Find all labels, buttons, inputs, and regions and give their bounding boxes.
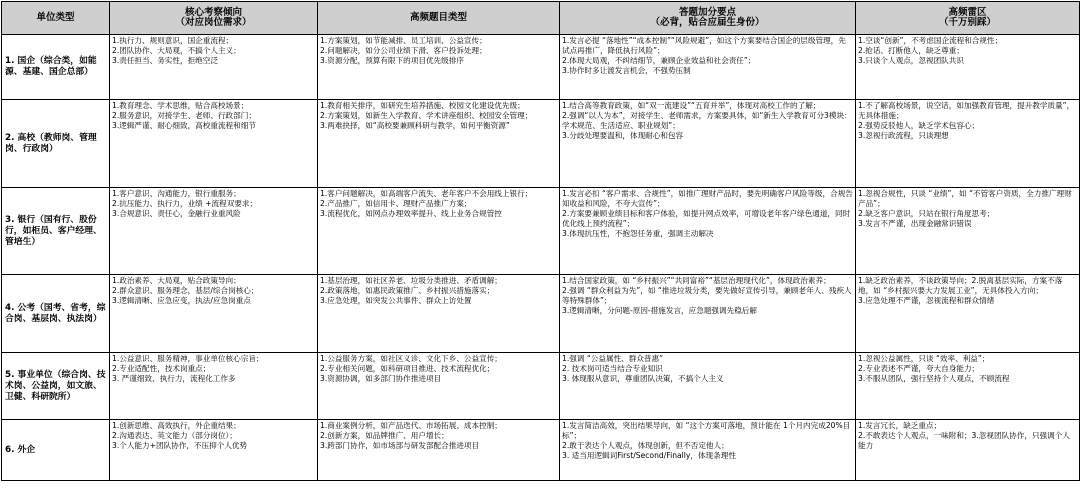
question-types-cell: 1.基层治理，如社区养老、垃圾分类推进、矛盾调解； 2.政策落地，如惠民政策推广、乡村振兴措施落实； 3.应急处理，如突发公共事件、群众上访处置 <box>318 275 560 353</box>
bonus-tips-cell: 1.发言必提 “落地性”“成本控制”“风险规避”，如这个方案要结合国企的层级管理，先试点再推广，降低执行风险”； 2.体现大局观，不纠结细节，兼顾企业效益和社会责任”； 3.协作时多让渡发言机会，不强势压制 <box>560 35 856 100</box>
table-row <box>2 35 1080 100</box>
table-row <box>2 275 1080 353</box>
unit-type-cell: 3. 银行（国有行、股份行，如柜员、客户经理、管培生） <box>2 188 110 275</box>
risks-cell: 1.缺乏政治素养，不谈政策导向；2.脱离基层实际，方案不落地，如 “乡村振兴要大力发展工业”，无具体投入方向； 3.应急处理不严谨，忽视流程和群众情绪 <box>856 275 1080 353</box>
question-types-cell: 1.教育相关排序，如研究生培养措施、校园文化建设优先级； 2.方案策划，如新生入学教育、学术讲座组织、校园安全管理； 3.两难抉择，如“高校要兼顾科研与教学，如何平衡资源” <box>318 100 560 188</box>
bonus-tips-cell: 1.强调 “公益属性、群众普惠” 2. 技术岗可适当结合专业知识 3. 体现服从意识，尊重团队决策，不搞个人主义 <box>560 353 856 420</box>
bonus-tips-cell: 1.发言必扣 “客户需求、合规性”，如推广理财产品时，要先明确客户风险等级，合规告知收益和风险，不夸大宣传”； 2.方案要兼顾业绩目标和客户体验，如提升网点效率，可增设老年客户绿色通道，同时优化线上预约流程”； 3.体现抗压性，不抱怨任务重，强调主动解决 <box>560 188 856 275</box>
header-row <box>2 2 1080 35</box>
risks-cell: 1.忽视公益属性，只谈 “效率、利益”； 2.专业表述不严谨，夸大自身能力； 3.不服从团队，强行坚持个人观点，不顾流程 <box>856 353 1080 420</box>
header-unit-type: 单位类型 <box>2 2 110 35</box>
risks-cell: 1.发言冗长，缺乏重点； 2.不敢表达个人观点，一味附和；3.忽视团队协作，只强调个人能力 <box>856 420 1080 481</box>
question-types-cell: 1.方案策划，如节能减排、员工培训、公益宣传； 2.问题解决，如分公司业绩下滑、客户投诉处理； 3.资源分配，预算有限下的项目优先级排序 <box>318 35 560 100</box>
question-types-cell: 1.客户问题解决，如高端客户流失、老年客户不会用线上银行； 2.产品推广，如信用卡、理财产品推广方案； 3.流程优化，如网点办理效率提升、线上业务合规管控 <box>318 188 560 275</box>
core-focus-cell: 1.教育理念、学术思维，贴合高校场景； 2.服务意识，对接学生、老师、行政部门； 3.逻辑严谨、耐心细致，高校重流程和细节 <box>110 100 318 188</box>
core-focus-cell: 1.客户意识、沟通能力，银行重服务； 2.抗压能力、执行力，业绩 +流程双要求； 3.合规意识、责任心，金融行业重风险 <box>110 188 318 275</box>
header-risks: 高频雷区 （千万别踩） <box>856 2 1080 35</box>
unit-type-cell: 6. 外企 <box>2 420 110 481</box>
bonus-tips-cell: 1.结合高等教育政策，如“双一流建设”“五育并举”，体现对高校工作的了解； 2.强调“以人为本”，对接学生、老师需求，方案要具体，如“新生入学教育可分3模块：学术规范、生活适应、职业规划”； 3.分歧处理要温和，体现耐心和包容 <box>560 100 856 188</box>
bonus-tips-cell: 1.发言简洁高效，突出结果导向，如 “这个方案可落地，预计能在 1个月内完成20%目标”； 2.敢于表达个人观点，体现创新，但不否定他人； 3. 适当用逻辑词First/Second/Finally，体现条理性 <box>560 420 856 481</box>
question-types-cell: 1.公益服务方案，如社区义诊、文化下乡、公益宣传； 2.专业相关问题，如科研项目推进、技术流程优化； 3.资源协调，如多部门协作推进项目 <box>318 353 560 420</box>
risks-cell: 1.不了解高校场景，说空话，如加强教育管理，提升教学质量”，无具体措施； 2.强势反驳他人，缺乏学术包容心； 3.忽视行政流程，只谈理想 <box>856 100 1080 188</box>
unit-type-cell: 1. 国企（综合类，如能源、基建、国企总部） <box>2 35 110 100</box>
table-row <box>2 188 1080 275</box>
table-row <box>2 420 1080 481</box>
unit-type-cell: 4. 公考（国考、省考，综合岗、基层岗、执法岗） <box>2 275 110 353</box>
header-core-focus: 核心考察倾向 （对应岗位需求） <box>110 2 318 35</box>
bonus-tips-cell: 1.结合国家政策，如 “乡村振兴”“共同富裕”“基层治理现代化”，体现政治素养； 2.强调 “群众利益为先”，如 “推进垃圾分类，要先做好宣传引导，兼顾老年人、残疾人等特殊群体”； 3.逻辑清晰，分问题-原因-措施发言，应急题强调先稳后解 <box>560 275 856 353</box>
core-focus-cell: 1.政治素养、大局观，贴合政策导向； 2.群众意识、服务理念，基层/综合岗核心； 3.逻辑清晰、应急应变，执法/应急岗重点 <box>110 275 318 353</box>
risks-cell: 1.空谈“创新”，不考虑国企流程和合规性； 2.抢话、打断他人，缺乏尊重； 3.只谈个人观点，忽视团队共识 <box>856 35 1080 100</box>
header-bonus-tips: 答题加分要点 （必背，贴合应届生身份） <box>560 2 856 35</box>
question-types-cell: 1.商业案例分析，如产品迭代、市场拓展、成本控制； 2.创新方案，如品牌推广、用户增长； 3.跨部门协作，如市场部与研发部配合推进项目 <box>318 420 560 481</box>
core-focus-cell: 1.公益意识、服务精神，事业单位核心宗旨； 2.专业适配性，技术岗重点； 3. 严谨细致、执行力，流程化工作多 <box>110 353 318 420</box>
core-focus-cell: 1.创新思维、高效执行，外企重结果； 2.沟通表达、英文能力（部分岗位）； 3.个人能力+团队协作，不压抑个人优势 <box>110 420 318 481</box>
core-focus-cell: 1.执行力、规则意识，国企重流程； 2.团队协作、大局观，不搞个人主义； 3.责任担当、务实性，拒绝空泛 <box>110 35 318 100</box>
header-question-types: 高频题目类型 <box>318 2 560 35</box>
unit-type-cell: 5. 事业单位（综合岗、技术岗、公益岗，如文旅、卫健、科研院所） <box>2 353 110 420</box>
table-row <box>2 100 1080 188</box>
interview-guide-table <box>1 1 1080 481</box>
risks-cell: 1.忽视合规性，只谈 “业绩”，如 “不管客户资质，全力推广理财产品”； 2.缺乏客户意识，只站在银行角度思考； 3.发言不严谨，出现金融常识错误 <box>856 188 1080 275</box>
table-row <box>2 353 1080 420</box>
unit-type-cell: 2. 高校（教师岗、管理岗、行政岗） <box>2 100 110 188</box>
